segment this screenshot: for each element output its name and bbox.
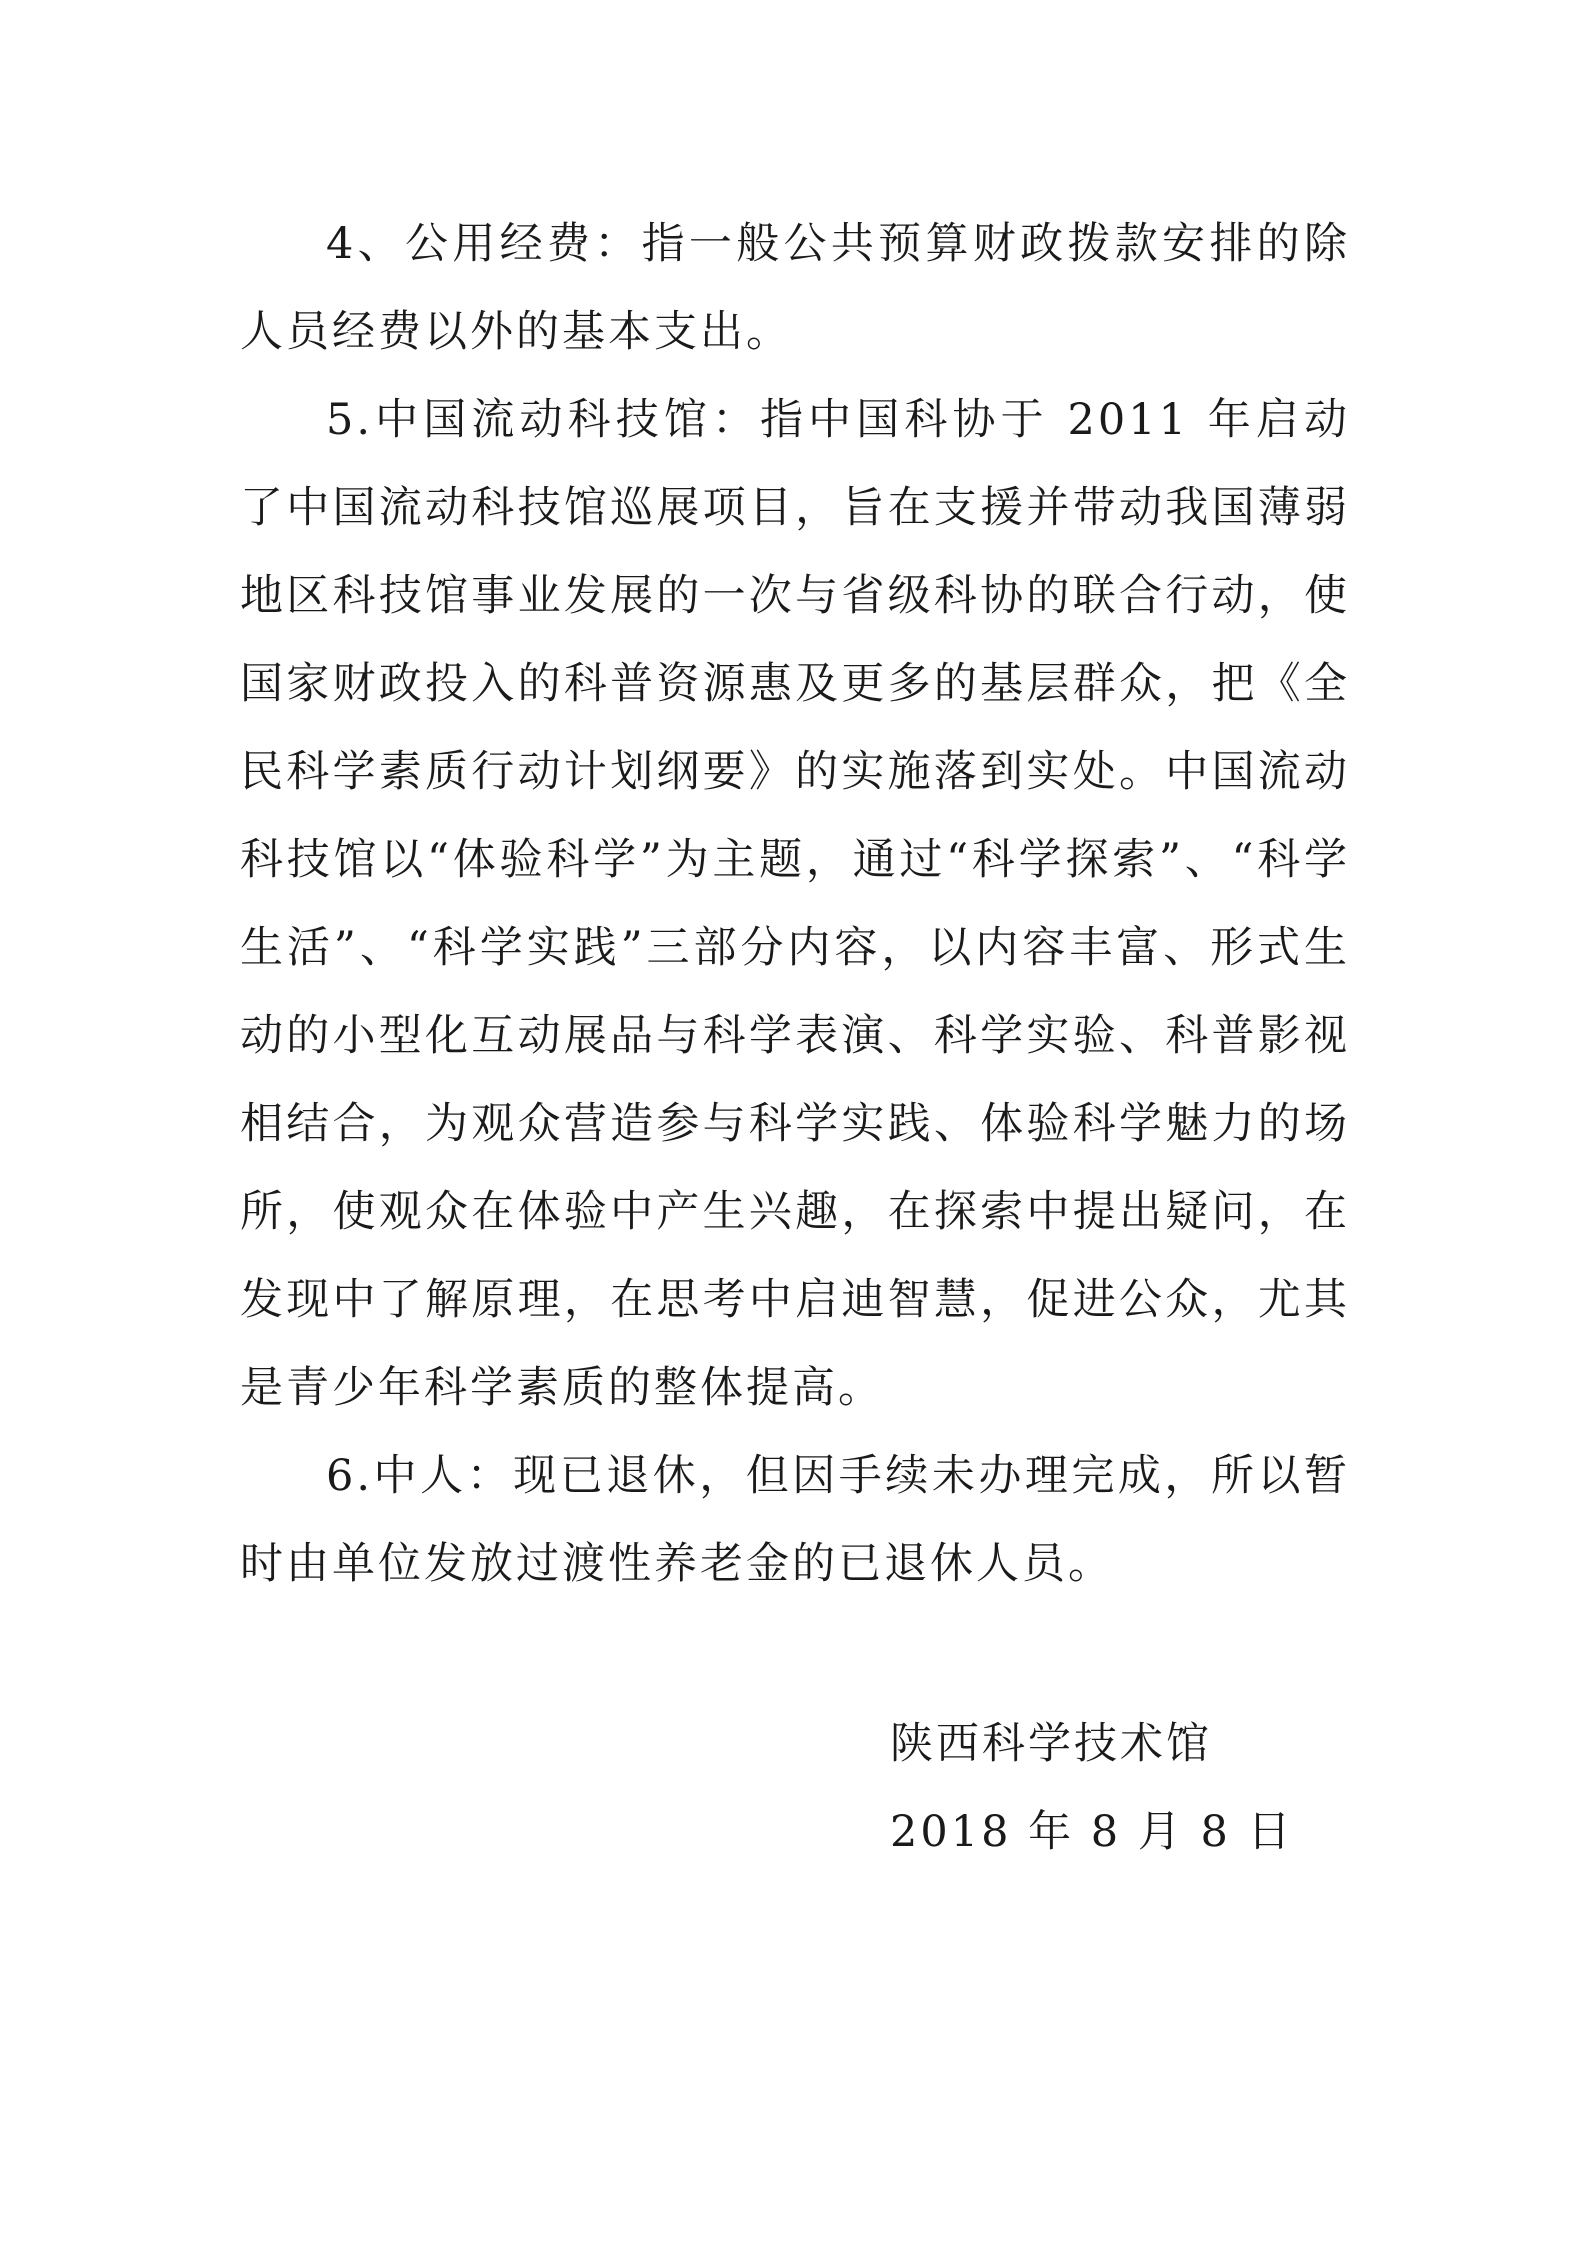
paragraph-transitional-retirees: 6.中人：现已退休，但因手续未办理完成，所以暂时由单位发放过渡性养老金的已退休人员。: [240, 1451, 1350, 1589]
signature-organization: 陕西科学技术馆: [890, 1719, 1212, 1769]
document-body: [240, 200, 1350, 1608]
signature-date: 2018 年 8 月 8 日: [890, 1807, 1294, 1857]
signature-block: [890, 1700, 1294, 1876]
paragraph-mobile-science-museum: 5.中国流动科技馆：指中国科协于 2011 年启动了中国流动科技馆巡展项目，旨在支援并带动我国薄弱地区科技馆事业发展的一次与省级科协的联合行动，使国家财政投入的科普资源惠及更多的基层群众，把《全民科学素质行动计划纲要》的实施落到实处。中国流动科技馆以“体验科学”为主题，通过“科学探索”、“科学生活”、“科学实践”三部分内容，以内容丰富、形式生动的小型化互动展品与科学表演、科学实验、科普影视相结合，为观众营造参与科学实践、体验科学魅力的场所，使观众在体验中产生兴趣，在探索中提出疑问，在发现中了解原理，在思考中启迪智慧，促进公众，尤其是青少年科学素质的整体提高。: [240, 395, 1350, 1413]
paragraph-public-expenses: 4、公用经费：指一般公共预算财政拨款安排的除人员经费以外的基本支出。: [240, 219, 1350, 357]
